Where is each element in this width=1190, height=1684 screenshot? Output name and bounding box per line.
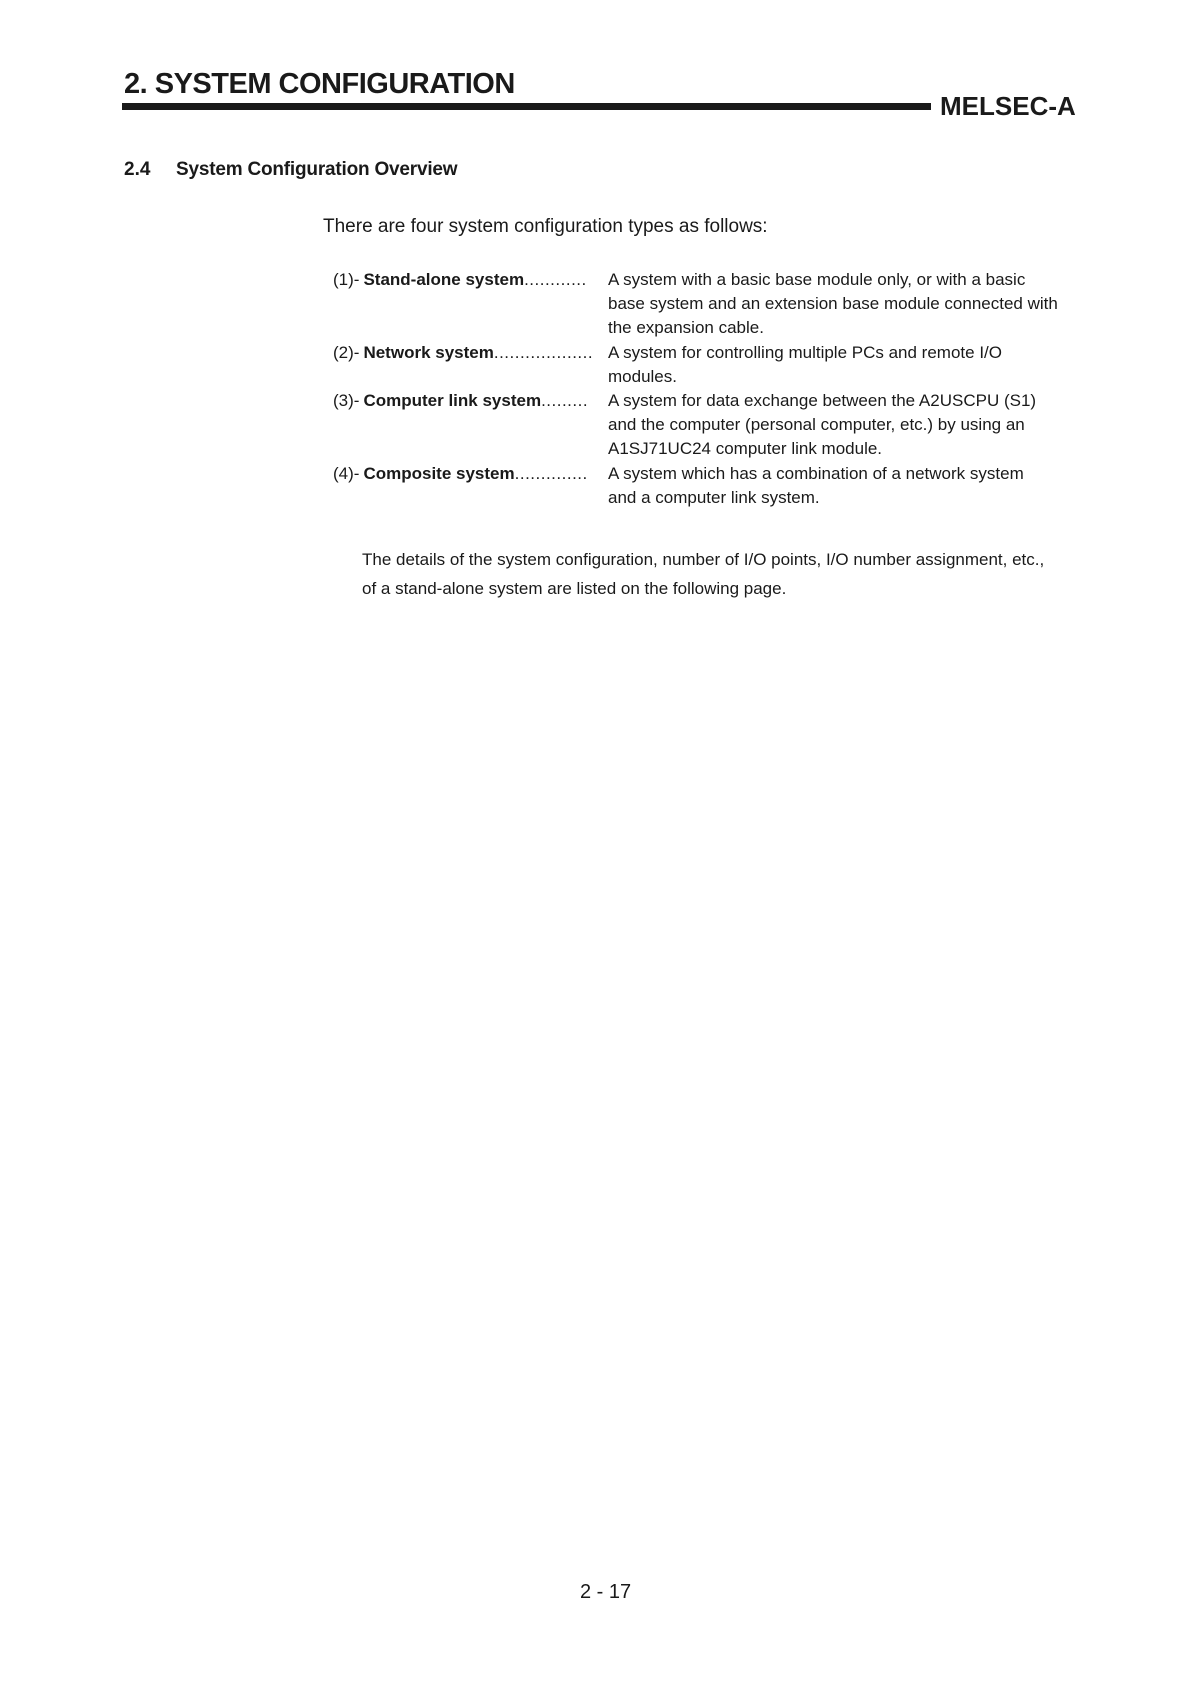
- description-line: and a computer link system.: [608, 488, 820, 508]
- list-item-name: Network system: [363, 343, 494, 362]
- list-item-number: (3)-: [333, 391, 360, 410]
- list-item-number: (2)-: [333, 343, 360, 362]
- leader-dots: ..............: [514, 464, 588, 483]
- description-line: A system with a basic base module only, or with a basic: [608, 270, 1026, 289]
- details-line: of a stand-alone system are listed on the following page.: [362, 578, 787, 598]
- details-paragraph: [362, 546, 1044, 603]
- leader-dots: ...................: [493, 343, 594, 362]
- section-number: 2.4: [124, 159, 151, 180]
- list-item-name: Computer link system: [363, 391, 542, 410]
- description-line: A system which has a combination of a network system: [608, 464, 1024, 483]
- list-item-name: Composite system: [363, 464, 515, 483]
- description-line: base system and an extension base module connected with: [608, 294, 1058, 314]
- leader-dots: ............: [524, 270, 587, 289]
- brand-label: MELSEC-A: [940, 91, 1076, 121]
- header-rule: [122, 103, 931, 110]
- description-line: the expansion cable.: [608, 318, 764, 338]
- page-number: 2 - 17: [580, 1581, 632, 1603]
- leader-dots: .........: [541, 391, 589, 410]
- list-item-lead: [333, 341, 593, 365]
- list-item-description: [608, 268, 1190, 341]
- list-item-description: [608, 341, 1190, 389]
- list-item-description: [608, 389, 1190, 462]
- description-line: A system for data exchange between the A2USCPU (S1): [608, 391, 1037, 410]
- list-item-description: [608, 462, 1190, 510]
- intro-paragraph: There are four system configuration types as follows:: [323, 216, 768, 237]
- section-title: System Configuration Overview: [176, 159, 458, 180]
- description-line: modules.: [608, 367, 677, 387]
- description-line: A system for controlling multiple PCs and remote I/O: [608, 343, 1002, 362]
- chapter-title: 2. SYSTEM CONFIGURATION: [124, 68, 515, 100]
- description-line: and the computer (personal computer, etc.) by using an: [608, 415, 1025, 435]
- list-item-name: Stand-alone system: [363, 270, 525, 289]
- list-item-number: (1)-: [333, 270, 360, 289]
- description-line: A1SJ71UC24 computer link module.: [608, 439, 883, 459]
- list-item-lead: [333, 462, 588, 486]
- list-item-number: (4)-: [333, 464, 360, 483]
- list-item-lead: [333, 268, 587, 292]
- list-item-lead: [333, 389, 588, 413]
- details-line: The details of the system configuration, number of I/O points, I/O number assignment, etc.,: [362, 550, 1045, 569]
